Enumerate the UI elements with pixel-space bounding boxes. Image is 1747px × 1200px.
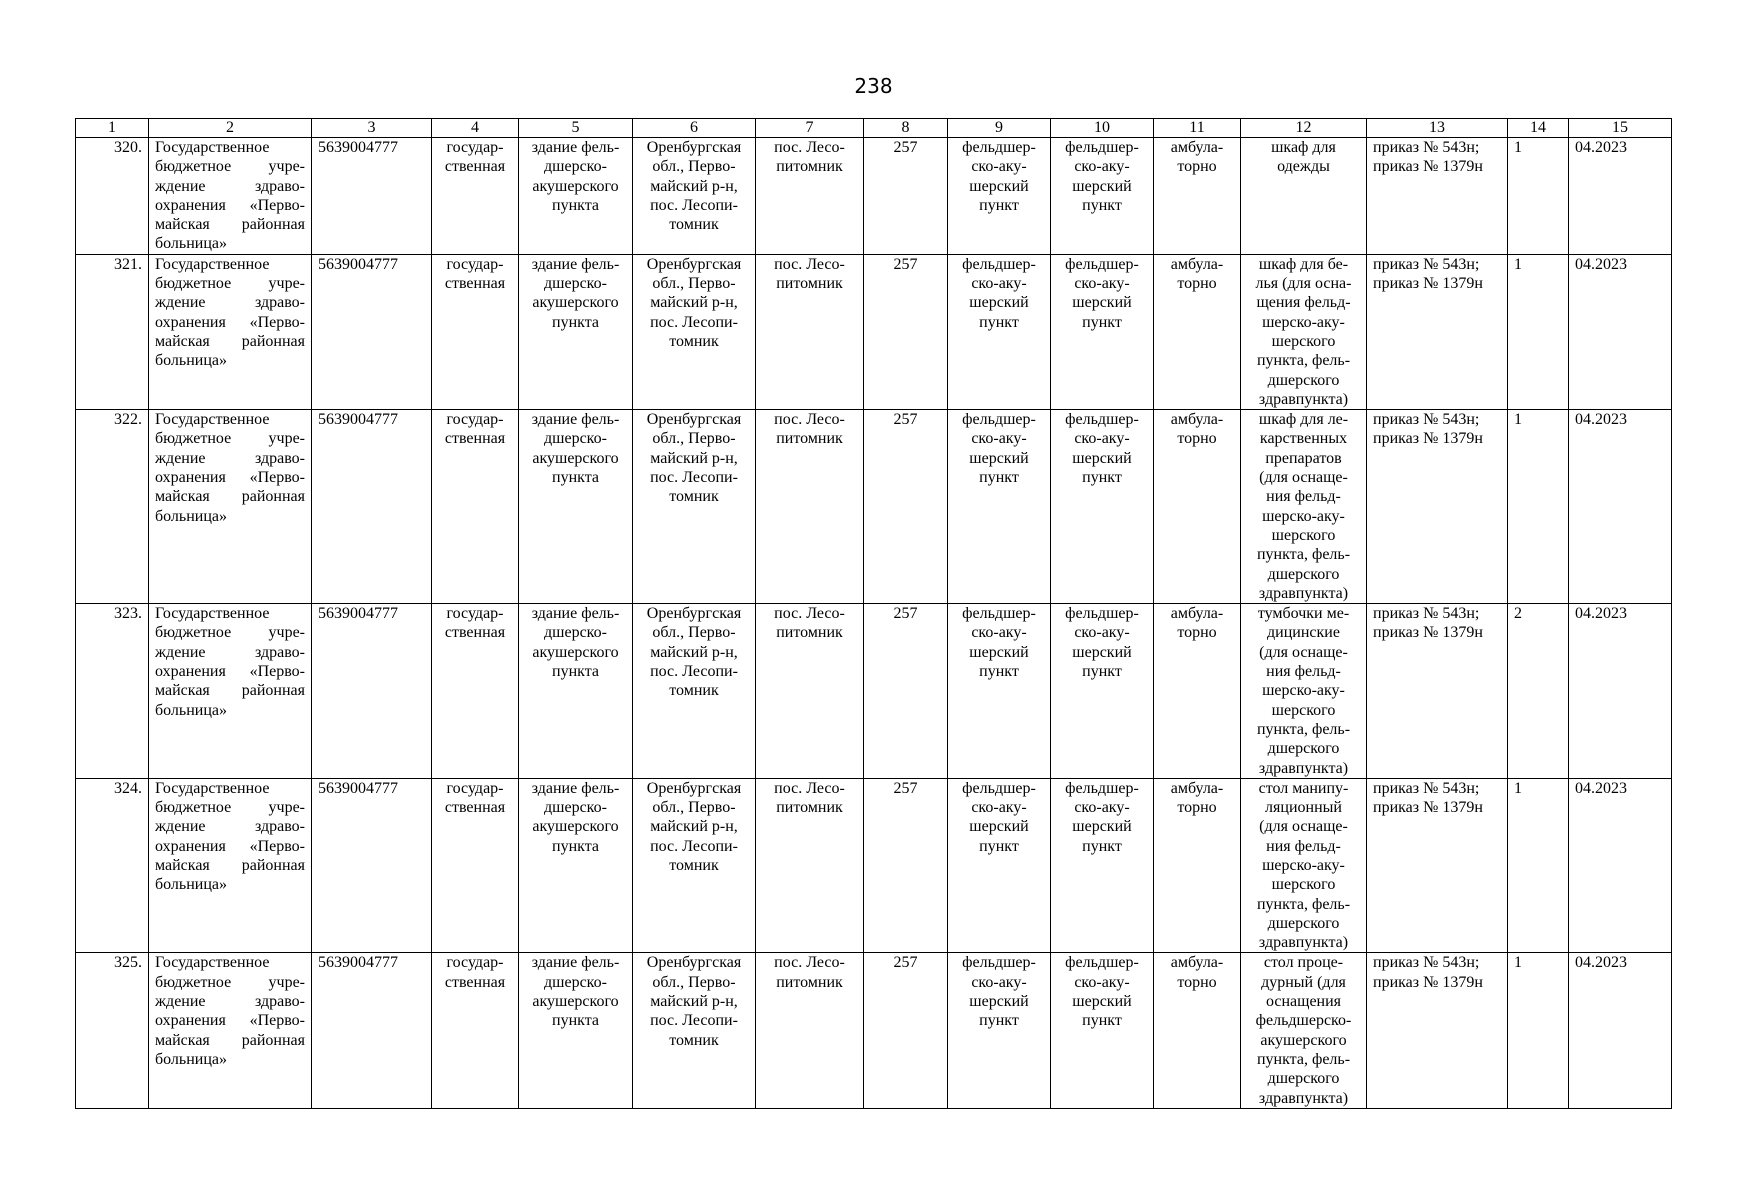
organization-line: охранения «Перво- <box>155 196 305 214</box>
building-cell <box>519 778 633 953</box>
building-cell-text: здание фель- дшерско- акушерского пункта <box>531 954 620 1030</box>
column-header-1: 1 <box>76 119 149 138</box>
row-number-cell-text: 324. <box>114 779 142 797</box>
column-header-3: 3 <box>312 119 432 138</box>
ownership-cell <box>432 953 519 1108</box>
equipment-registry-table <box>75 118 1672 1109</box>
care-form-cell <box>1154 138 1241 255</box>
building-cell-text: здание фель- дшерско- акушерского пункта <box>531 605 620 681</box>
building-cell-text: здание фель- дшерско- акушерского пункта <box>531 255 620 331</box>
locality-cell-text: пос. Лесо- питомник <box>774 954 845 991</box>
equipment-cell-text: стол проце- дурный (для оснащения фельдшерско- акушерского пункта, фель- дшерского здравпункта) <box>1255 954 1352 1107</box>
unit-type-cell-text: фельдшер- ско-аку- шерский пункт <box>962 411 1036 487</box>
row-number-cell-text: 320. <box>114 139 142 156</box>
care-form-cell <box>1154 953 1241 1108</box>
organization-line: ждение здраво- <box>155 643 305 661</box>
care-form-cell <box>1154 604 1241 779</box>
date-cell-text: 04.2023 <box>1575 139 1627 156</box>
organization-cell <box>149 410 312 604</box>
date-cell-text: 04.2023 <box>1575 411 1627 429</box>
locality-cell-text: пос. Лесо- питомник <box>774 255 845 293</box>
code-cell <box>864 254 948 409</box>
row-number-cell <box>76 410 149 604</box>
column-header-10: 10 <box>1051 119 1154 138</box>
organization-line: майская районная <box>155 1031 305 1049</box>
organization-line: Государственное <box>155 255 270 273</box>
locality-cell <box>756 953 864 1108</box>
order-cell-text: приказ № 543н; приказ № 1379н <box>1373 605 1483 642</box>
ownership-cell-text: государ- ственная <box>444 139 506 176</box>
organization-line: ждение здраво- <box>155 177 305 195</box>
column-header-14: 14 <box>1508 119 1569 138</box>
ownership-cell-text: государ- ственная <box>444 605 506 642</box>
equipment-cell <box>1241 138 1367 255</box>
date-cell <box>1569 254 1672 409</box>
ownership-cell <box>432 778 519 953</box>
organization-line: больница» <box>155 1050 227 1068</box>
column-header-9: 9 <box>948 119 1051 138</box>
organization-line: охранения «Перво- <box>155 469 305 487</box>
code-cell-text: 257 <box>893 605 918 623</box>
address-cell-text: Оренбургская обл., Перво- майский р-н, пос. Лесопи- томник <box>646 411 742 506</box>
inn-cell-text: 5639004777 <box>318 779 398 797</box>
ownership-cell-text: государ- ственная <box>444 255 506 293</box>
building-cell <box>519 953 633 1108</box>
unit-name-cell-text: фельдшер- ско-аку- шерский пункт <box>1065 954 1139 1030</box>
ownership-cell <box>432 410 519 604</box>
unit-name-cell <box>1051 138 1154 255</box>
table-row <box>76 410 1672 604</box>
care-form-cell <box>1154 254 1241 409</box>
unit-name-cell-text: фельдшер- ско-аку- шерский пункт <box>1065 411 1139 487</box>
organization-line: Государственное <box>155 139 270 156</box>
column-header-2: 2 <box>149 119 312 138</box>
table-row <box>76 953 1672 1108</box>
row-number-cell-text: 325. <box>114 954 142 972</box>
row-number-cell-text: 322. <box>114 411 142 429</box>
date-cell-text: 04.2023 <box>1575 255 1627 273</box>
row-number-cell <box>76 604 149 779</box>
code-cell <box>864 778 948 953</box>
table-row <box>76 778 1672 953</box>
locality-cell <box>756 254 864 409</box>
code-cell-text: 257 <box>893 779 918 797</box>
equipment-cell-text: шкаф для бе- лья (для осна- щения фельд- шерско-аку- шерского пункта, фель- дшерского здравпункта) <box>1255 255 1352 408</box>
locality-cell <box>756 778 864 953</box>
row-number-cell-text: 323. <box>114 605 142 623</box>
order-cell-text: приказ № 543н; приказ № 1379н <box>1373 411 1483 448</box>
order-cell <box>1367 410 1508 604</box>
organization-line: охранения «Перво- <box>155 313 305 331</box>
column-header-8: 8 <box>864 119 948 138</box>
organization-cell <box>149 778 312 953</box>
care-form-cell-text: амбула- торно <box>1170 411 1224 448</box>
order-cell <box>1367 254 1508 409</box>
inn-cell <box>312 410 432 604</box>
organization-line: бюджетное учре- <box>155 799 305 817</box>
address-cell-text: Оренбургская обл., Перво- майский р-н, пос. Лесопи- томник <box>646 139 742 234</box>
code-cell <box>864 410 948 604</box>
unit-name-cell <box>1051 953 1154 1108</box>
date-cell <box>1569 604 1672 779</box>
address-cell-text: Оренбургская обл., Перво- майский р-н, пос. Лесопи- томник <box>646 605 742 700</box>
inn-cell <box>312 953 432 1108</box>
inn-cell-text: 5639004777 <box>318 605 398 623</box>
care-form-cell-text: амбула- торно <box>1170 954 1224 991</box>
organization-line: Государственное <box>155 779 270 797</box>
building-cell <box>519 254 633 409</box>
quantity-cell-text: 1 <box>1514 954 1522 972</box>
locality-cell-text: пос. Лесо- питомник <box>774 139 845 176</box>
column-header-6: 6 <box>633 119 756 138</box>
organization-line: бюджетное учре- <box>155 275 305 293</box>
date-cell-text: 04.2023 <box>1575 605 1627 623</box>
table-row <box>76 138 1672 255</box>
locality-cell-text: пос. Лесо- питомник <box>774 779 845 817</box>
column-header-5: 5 <box>519 119 633 138</box>
date-cell <box>1569 953 1672 1108</box>
organization-line: ждение здраво- <box>155 993 305 1011</box>
quantity-cell-text: 1 <box>1514 411 1522 429</box>
organization-line: охранения «Перво- <box>155 1012 305 1030</box>
locality-cell-text: пос. Лесо- питомник <box>774 411 845 448</box>
quantity-cell <box>1508 953 1569 1108</box>
organization-line: Государственное <box>155 605 270 623</box>
address-cell-text: Оренбургская обл., Перво- майский р-н, пос. Лесопи- томник <box>646 954 742 1049</box>
address-cell <box>633 138 756 255</box>
building-cell-text: здание фель- дшерско- акушерского пункта <box>531 411 620 487</box>
organization-line: бюджетное учре- <box>155 430 305 448</box>
equipment-cell-text: тумбочки ме- дицинские (для оснаще- ния фельд- шерско-аку- шерского пункта, фель- дшерского здравпункта) <box>1256 605 1351 777</box>
order-cell-text: приказ № 543н; приказ № 1379н <box>1373 255 1483 293</box>
locality-cell-text: пос. Лесо- питомник <box>774 605 845 642</box>
unit-name-cell-text: фельдшер- ско-аку- шерский пункт <box>1065 605 1139 681</box>
unit-name-cell <box>1051 604 1154 779</box>
order-cell <box>1367 778 1508 953</box>
order-cell-text: приказ № 543н; приказ № 1379н <box>1373 779 1483 817</box>
column-header-7: 7 <box>756 119 864 138</box>
equipment-cell-text: стол манипу- ляционный (для оснаще- ния фельд- шерско-аку- шерского пункта, фель- дшерского здравпункта) <box>1256 779 1351 952</box>
organization-line: бюджетное учре- <box>155 158 305 176</box>
unit-type-cell-text: фельдшер- ско-аку- шерский пункт <box>962 954 1036 1030</box>
address-cell <box>633 953 756 1108</box>
inn-cell <box>312 138 432 255</box>
unit-type-cell <box>948 778 1051 953</box>
date-cell <box>1569 138 1672 255</box>
order-cell-text: приказ № 543н; приказ № 1379н <box>1373 139 1483 176</box>
care-form-cell-text: амбула- торно <box>1170 779 1224 817</box>
code-cell-text: 257 <box>893 411 918 429</box>
organization-line: больница» <box>155 235 227 253</box>
organization-cell <box>149 138 312 255</box>
column-header-13: 13 <box>1367 119 1508 138</box>
unit-type-cell-text: фельдшер- ско-аку- шерский пункт <box>962 139 1036 214</box>
code-cell <box>864 138 948 255</box>
organization-line: больница» <box>155 352 227 370</box>
organization-line: майская районная <box>155 332 305 350</box>
code-cell <box>864 604 948 779</box>
code-cell <box>864 953 948 1108</box>
equipment-cell <box>1241 254 1367 409</box>
organization-line: бюджетное учре- <box>155 624 305 642</box>
locality-cell <box>756 410 864 604</box>
column-header-11: 11 <box>1154 119 1241 138</box>
code-cell-text: 257 <box>893 954 918 972</box>
header-row <box>76 119 1672 138</box>
locality-cell <box>756 138 864 255</box>
address-cell-text: Оренбургская обл., Перво- майский р-н, пос. Лесопи- томник <box>646 255 742 350</box>
row-number-cell <box>76 778 149 953</box>
quantity-cell <box>1508 604 1569 779</box>
organization-line: больница» <box>155 507 227 525</box>
unit-name-cell-text: фельдшер- ско-аку- шерский пункт <box>1065 779 1139 855</box>
organization-line: майская районная <box>155 488 305 506</box>
organization-line: Государственное <box>155 411 270 429</box>
ownership-cell <box>432 604 519 779</box>
inn-cell-text: 5639004777 <box>318 954 398 972</box>
care-form-cell <box>1154 778 1241 953</box>
date-cell-text: 04.2023 <box>1575 954 1627 972</box>
order-cell <box>1367 604 1508 779</box>
organization-line: ждение здраво- <box>155 449 305 467</box>
address-cell <box>633 604 756 779</box>
building-cell <box>519 138 633 255</box>
order-cell-text: приказ № 543н; приказ № 1379н <box>1373 954 1483 991</box>
building-cell-text: здание фель- дшерско- акушерского пункта <box>531 139 620 214</box>
quantity-cell-text: 1 <box>1514 779 1522 797</box>
care-form-cell-text: амбула- торно <box>1170 605 1224 642</box>
unit-type-cell <box>948 254 1051 409</box>
unit-name-cell-text: фельдшер- ско-аку- шерский пункт <box>1065 255 1139 331</box>
quantity-cell <box>1508 254 1569 409</box>
ownership-cell <box>432 138 519 255</box>
unit-type-cell <box>948 953 1051 1108</box>
unit-type-cell-text: фельдшер- ско-аку- шерский пункт <box>962 779 1036 855</box>
unit-type-cell <box>948 410 1051 604</box>
unit-type-cell-text: фельдшер- ско-аку- шерский пункт <box>962 255 1036 331</box>
inn-cell <box>312 778 432 953</box>
care-form-cell-text: амбула- торно <box>1170 139 1224 176</box>
building-cell-text: здание фель- дшерско- акушерского пункта <box>531 779 620 855</box>
organization-cell <box>149 254 312 409</box>
quantity-cell-text: 1 <box>1514 255 1522 273</box>
table-row <box>76 604 1672 779</box>
page-number: 238 <box>854 74 893 98</box>
inn-cell <box>312 254 432 409</box>
date-cell <box>1569 778 1672 953</box>
unit-name-cell-text: фельдшер- ско-аку- шерский пункт <box>1065 139 1139 214</box>
address-cell <box>633 410 756 604</box>
order-cell <box>1367 138 1508 255</box>
unit-name-cell <box>1051 254 1154 409</box>
row-number-cell <box>76 138 149 255</box>
quantity-cell <box>1508 778 1569 953</box>
code-cell-text: 257 <box>893 255 918 273</box>
quantity-cell <box>1508 410 1569 604</box>
row-number-cell <box>76 254 149 409</box>
ownership-cell <box>432 254 519 409</box>
organization-line: майская районная <box>155 856 305 874</box>
building-cell <box>519 410 633 604</box>
row-number-cell <box>76 953 149 1108</box>
equipment-cell-text: шкаф для ле- карственных препаратов (для оснаще- ния фельд- шерско-аку- шерского пункта, фель- дшерского здравпункта) <box>1256 411 1351 602</box>
address-cell <box>633 254 756 409</box>
organization-line: охранения «Перво- <box>155 837 305 855</box>
organization-line: больница» <box>155 876 227 894</box>
column-header-4: 4 <box>432 119 519 138</box>
quantity-cell <box>1508 138 1569 255</box>
inn-cell-text: 5639004777 <box>318 139 398 156</box>
quantity-cell-text: 1 <box>1514 139 1522 156</box>
address-cell <box>633 778 756 953</box>
column-header-12: 12 <box>1241 119 1367 138</box>
address-cell-text: Оренбургская обл., Перво- майский р-н, пос. Лесопи- томник <box>646 779 742 874</box>
organization-line: охранения «Перво- <box>155 663 305 681</box>
care-form-cell-text: амбула- торно <box>1170 255 1224 293</box>
table-row <box>76 254 1672 409</box>
organization-cell <box>149 604 312 779</box>
quantity-cell-text: 2 <box>1514 605 1522 623</box>
equipment-cell-text: шкаф для одежды <box>1271 139 1336 176</box>
unit-type-cell <box>948 604 1051 779</box>
organization-cell <box>149 953 312 1108</box>
equipment-cell <box>1241 410 1367 604</box>
building-cell <box>519 604 633 779</box>
row-number-cell-text: 321. <box>114 255 142 273</box>
organization-line: ждение здраво- <box>155 818 305 836</box>
organization-line: Государственное <box>155 954 270 972</box>
ownership-cell-text: государ- ственная <box>444 779 506 817</box>
order-cell <box>1367 953 1508 1108</box>
column-header-15: 15 <box>1569 119 1672 138</box>
ownership-cell-text: государ- ственная <box>444 411 506 448</box>
inn-cell <box>312 604 432 779</box>
date-cell <box>1569 410 1672 604</box>
organization-line: больница» <box>155 701 227 719</box>
organization-line: бюджетное учре- <box>155 973 305 991</box>
locality-cell <box>756 604 864 779</box>
organization-line: ждение здраво- <box>155 294 305 312</box>
unit-name-cell <box>1051 410 1154 604</box>
organization-line: майская районная <box>155 682 305 700</box>
equipment-cell <box>1241 953 1367 1108</box>
date-cell-text: 04.2023 <box>1575 779 1627 797</box>
inn-cell-text: 5639004777 <box>318 411 398 429</box>
inn-cell-text: 5639004777 <box>318 255 398 273</box>
ownership-cell-text: государ- ственная <box>444 954 506 991</box>
code-cell-text: 257 <box>893 139 918 156</box>
equipment-cell <box>1241 604 1367 779</box>
unit-name-cell <box>1051 778 1154 953</box>
equipment-cell <box>1241 778 1367 953</box>
unit-type-cell <box>948 138 1051 255</box>
care-form-cell <box>1154 410 1241 604</box>
unit-type-cell-text: фельдшер- ско-аку- шерский пункт <box>962 605 1036 681</box>
organization-line: майская районная <box>155 216 305 234</box>
